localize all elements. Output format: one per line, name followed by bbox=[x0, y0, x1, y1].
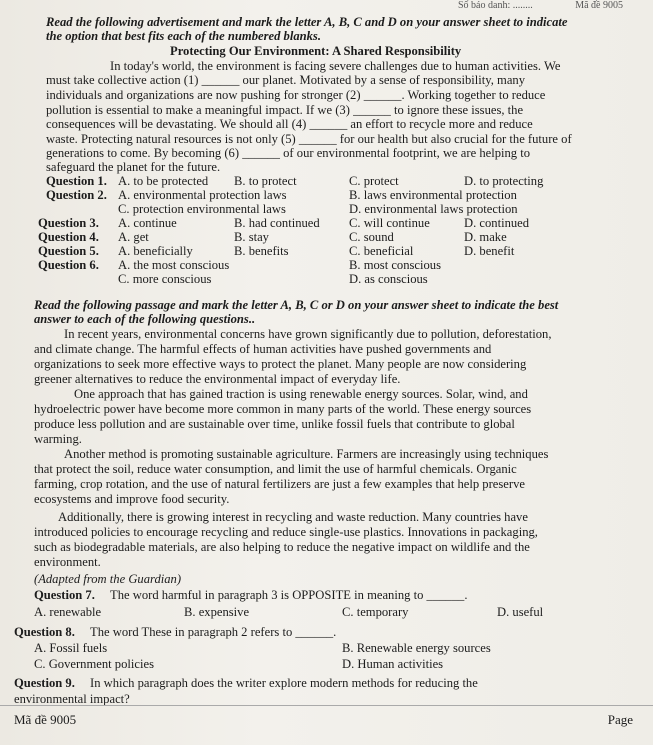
option-a[interactable]: A. renewable bbox=[34, 605, 102, 619]
option-d[interactable]: D. Human activities bbox=[342, 657, 444, 671]
option-a[interactable]: A. environmental protection laws bbox=[118, 188, 287, 202]
section2-instruction-cont: answer to each of the following questions.. bbox=[34, 312, 256, 326]
passage-line: and climate change. The harmful effects of human activities have pushed governments and bbox=[34, 342, 492, 356]
footer-page: Page bbox=[607, 712, 633, 727]
option-a[interactable]: A. Fossil fuels bbox=[34, 641, 108, 655]
passage-line: warming. bbox=[34, 432, 82, 446]
advert-line: consequences will be devastating. We should all (4) ______ an effort to recycle more and reduce bbox=[46, 117, 533, 131]
option-d[interactable]: D. continued bbox=[464, 216, 530, 230]
question-label: Question 7. bbox=[34, 588, 95, 602]
passage-line: Another method is promoting sustainable agriculture. Farmers are increasingly using techniques bbox=[64, 447, 549, 461]
passage-line: hydroelectric power have become more common in many parts of the world. These energy sources bbox=[34, 402, 532, 416]
candidate-number-label: Số báo danh: ........ bbox=[458, 0, 533, 11]
option-a[interactable]: A. beneficially bbox=[118, 244, 193, 258]
option-c[interactable]: C. Government policies bbox=[34, 657, 154, 671]
question-stem: In which paragraph does the writer explore modern methods for reducing the bbox=[90, 676, 478, 690]
footer-code: Mã đề 9005 bbox=[14, 712, 77, 727]
option-c[interactable]: C. will continue bbox=[349, 216, 430, 230]
option-c[interactable]: C. protect bbox=[349, 174, 399, 188]
option-c[interactable]: C. protection environmental laws bbox=[118, 202, 286, 216]
exam-code: Mã đề 9005 bbox=[575, 0, 623, 11]
option-d[interactable]: D. benefit bbox=[464, 244, 515, 258]
advert-line: pollution is essential to make a meaningful impact. If we (3) ______ to ignore these issues, the bbox=[46, 103, 524, 117]
question-label: Question 3. bbox=[38, 216, 99, 230]
passage-line: Additionally, there is growing interest in recycling and waste reduction. Many countries have bbox=[58, 510, 528, 524]
question-label: Question 5. bbox=[38, 244, 99, 258]
section1-instruction-cont: the option that best fits each of the numbered blanks. bbox=[46, 29, 321, 43]
option-c[interactable]: C. more conscious bbox=[118, 272, 212, 286]
passage-line: greener alternatives to reduce the environmental impact of everyday life. bbox=[34, 372, 401, 386]
option-b[interactable]: B. Renewable energy sources bbox=[342, 641, 491, 655]
passage-line: environment. bbox=[34, 555, 101, 569]
advert-line: In today's world, the environment is facing severe challenges due to human activities. We bbox=[110, 59, 561, 73]
passage-line: In recent years, environmental concerns have grown significantly due to pollution, deforestation, bbox=[64, 327, 552, 341]
advert-line: safeguard the planet for the future. bbox=[46, 160, 221, 174]
advert-line: must take collective action (1) ______ our planet. Motivated by a sense of responsibility, many bbox=[46, 73, 526, 87]
option-d[interactable]: D. environmental laws protection bbox=[349, 202, 518, 216]
question-label: Question 6. bbox=[38, 258, 99, 272]
option-d[interactable]: D. make bbox=[464, 230, 507, 244]
passage-line: that protect the soil, reduce water consumption, and limit the use of harmful chemicals. Organic bbox=[34, 462, 517, 476]
option-a[interactable]: A. to be protected bbox=[118, 174, 209, 188]
option-c[interactable]: C. sound bbox=[349, 230, 394, 244]
question-stem: The word harmful in paragraph 3 is OPPOSITE in meaning to ______. bbox=[110, 588, 468, 602]
option-a[interactable]: A. the most conscious bbox=[118, 258, 230, 272]
option-c[interactable]: C. beneficial bbox=[349, 244, 414, 258]
question-label: Question 8. bbox=[14, 625, 75, 639]
option-d[interactable]: D. useful bbox=[497, 605, 544, 619]
question-stem: The word These in paragraph 2 refers to ______. bbox=[90, 625, 337, 639]
option-b[interactable]: B. most conscious bbox=[349, 258, 442, 272]
question-label: Question 4. bbox=[38, 230, 99, 244]
advert-line: individuals and organizations are now pushing for stronger (2) ______. Working together to reduce bbox=[46, 88, 546, 102]
passage-line: such as biodegradable materials, are also helping to reduce the negative impact on wildlife and the bbox=[34, 540, 530, 554]
option-b[interactable]: B. benefits bbox=[234, 244, 289, 258]
section1-instruction: Read the following advertisement and mark the letter A, B, C and D on your answer sheet to indicate bbox=[46, 15, 568, 29]
source-note: (Adapted from the Guardian) bbox=[34, 572, 182, 586]
passage-line: produce less pollution and are sustainable over time, unlike fossil fuels that contribute to global bbox=[34, 417, 515, 431]
option-b[interactable]: B. stay bbox=[234, 230, 269, 244]
option-b[interactable]: B. laws environmental protection bbox=[349, 188, 517, 202]
advert-line: waste. Protecting natural resources is not only (5) ______ for our health but also crucial for the future of bbox=[46, 132, 572, 146]
passage-line: ecosystems and improve food security. bbox=[34, 492, 230, 506]
option-d[interactable]: D. to protecting bbox=[464, 174, 544, 188]
option-b[interactable]: B. expensive bbox=[184, 605, 250, 619]
footer-divider bbox=[0, 705, 653, 706]
passage-line: introduced policies to encourage recycling and reduce single-use plastics. Innovations in packaging, bbox=[34, 525, 538, 539]
question-label: Question 1. bbox=[46, 174, 107, 188]
option-b[interactable]: B. to protect bbox=[234, 174, 297, 188]
passage-line: farming, crop rotation, and the use of natural fertilizers are just a few examples that help preserve bbox=[34, 477, 525, 491]
passage-line: One approach that has gained traction is using renewable energy sources. Solar, wind, and bbox=[74, 387, 528, 401]
advert-line: generations to come. By becoming (6) ______ of our environmental footprint, we are helping to bbox=[46, 146, 531, 160]
section2-instruction: Read the following passage and mark the letter A, B, C or D on your answer sheet to indicate the best bbox=[34, 298, 559, 312]
advert-title: Protecting Our Environment: A Shared Responsibility bbox=[170, 44, 462, 58]
question-label: Question 9. bbox=[14, 676, 75, 690]
option-c[interactable]: C. temporary bbox=[342, 605, 409, 619]
question-label: Question 2. bbox=[46, 188, 107, 202]
option-a[interactable]: A. continue bbox=[118, 216, 177, 230]
option-b[interactable]: B. had continued bbox=[234, 216, 320, 230]
passage-line: organizations to seek more effective ways to protect the planet. Many people are now considering bbox=[34, 357, 527, 371]
question-stem-cont: environmental impact? bbox=[14, 692, 130, 706]
option-d[interactable]: D. as conscious bbox=[349, 272, 428, 286]
option-a[interactable]: A. get bbox=[118, 230, 149, 244]
header bbox=[418, 0, 623, 11]
